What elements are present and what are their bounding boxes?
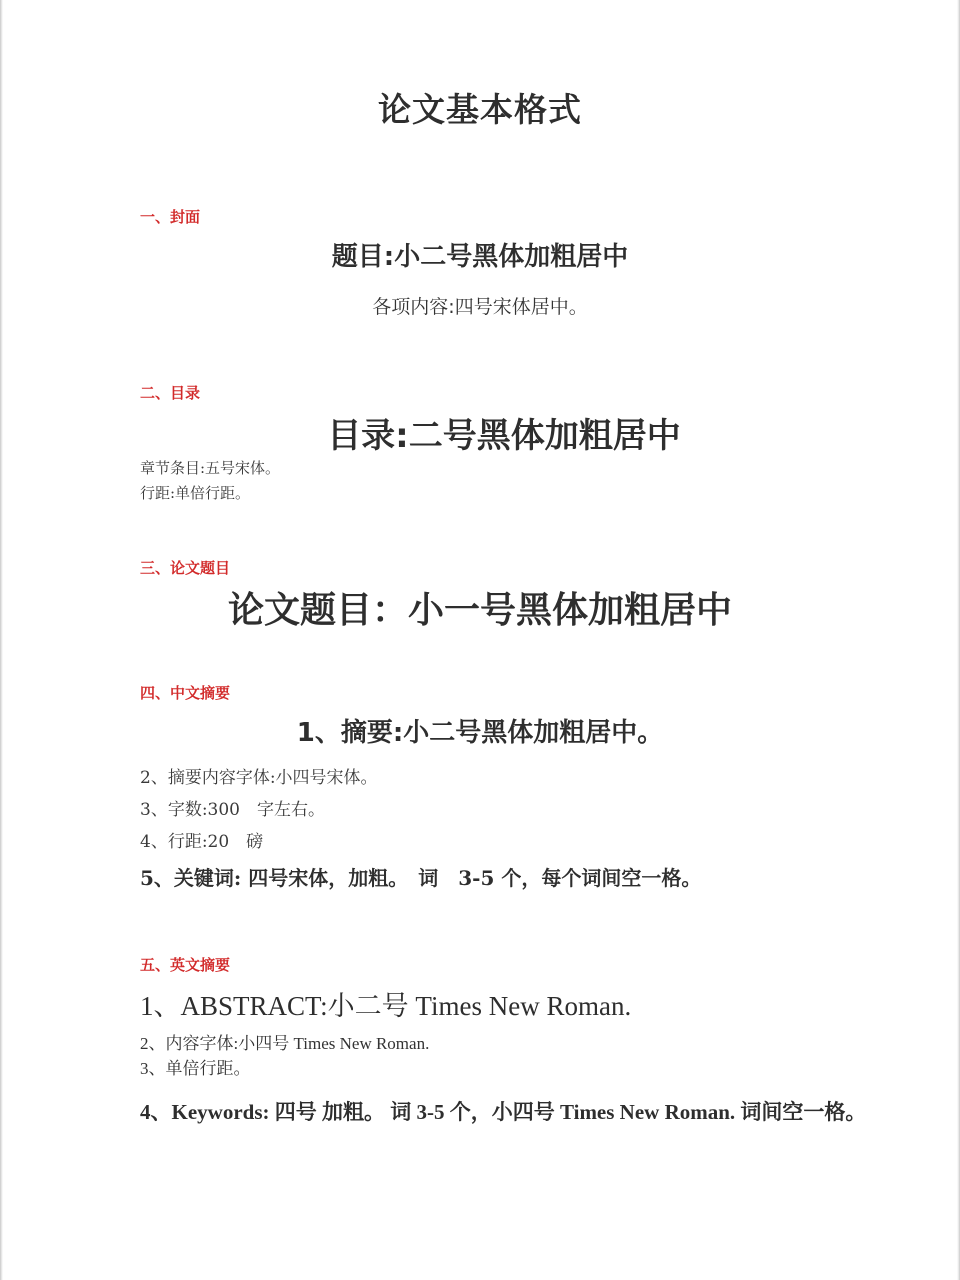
paper-title-spec: 论文题目：小一号黑体加粗居中 xyxy=(227,590,732,631)
chinese-abstract-wordcount-spec: 3、字数:300 字左右。 xyxy=(140,800,325,820)
toc-entry-spec: 章节条目:五号宋体。 xyxy=(140,459,281,477)
chinese-abstract-line-spacing-spec: 4、行距:20 磅 xyxy=(140,832,264,852)
english-abstract-font-spec: 2、内容字体:小四号 Times New Roman. xyxy=(140,1034,430,1053)
section-heading-toc: 二、目录 xyxy=(140,384,201,402)
cover-title-spec: 题目:小二号黑体加粗居中 xyxy=(331,242,629,272)
section-heading-paper-title: 三、论文题目 xyxy=(140,559,231,577)
toc-line-spacing-spec: 行距:单倍行距。 xyxy=(140,484,251,502)
chinese-keywords-spec: 5、关键词: 四号宋体，加粗。 词 3-5 个，每个词间空一格。 xyxy=(140,866,702,890)
cover-content-spec: 各项内容:四号宋体居中。 xyxy=(372,296,588,318)
section-heading-cover: 一、封面 xyxy=(140,208,201,226)
chinese-abstract-title-spec: 1、摘要:小二号黑体加粗居中。 xyxy=(296,718,664,748)
english-abstract-title-spec: 1、ABSTRACT:小二号 Times New Roman. xyxy=(140,991,632,1021)
english-abstract-line-spacing-spec: 3、单倍行距。 xyxy=(140,1059,251,1078)
chinese-abstract-font-spec: 2、摘要内容字体:小四号宋体。 xyxy=(140,768,378,788)
english-keywords-spec: 4、Keywords: 四号 加粗。 词 3-5 个，小四号 Times New Roman. 词间空一格。 xyxy=(140,1100,867,1124)
document-title: 论文基本格式 xyxy=(378,90,582,129)
toc-title-spec: 目录:二号黑体加粗居中 xyxy=(327,416,681,456)
section-heading-chinese-abstract: 四、中文摘要 xyxy=(140,684,231,702)
page-edge-left xyxy=(0,0,3,1280)
section-heading-english-abstract: 五、英文摘要 xyxy=(140,956,231,974)
